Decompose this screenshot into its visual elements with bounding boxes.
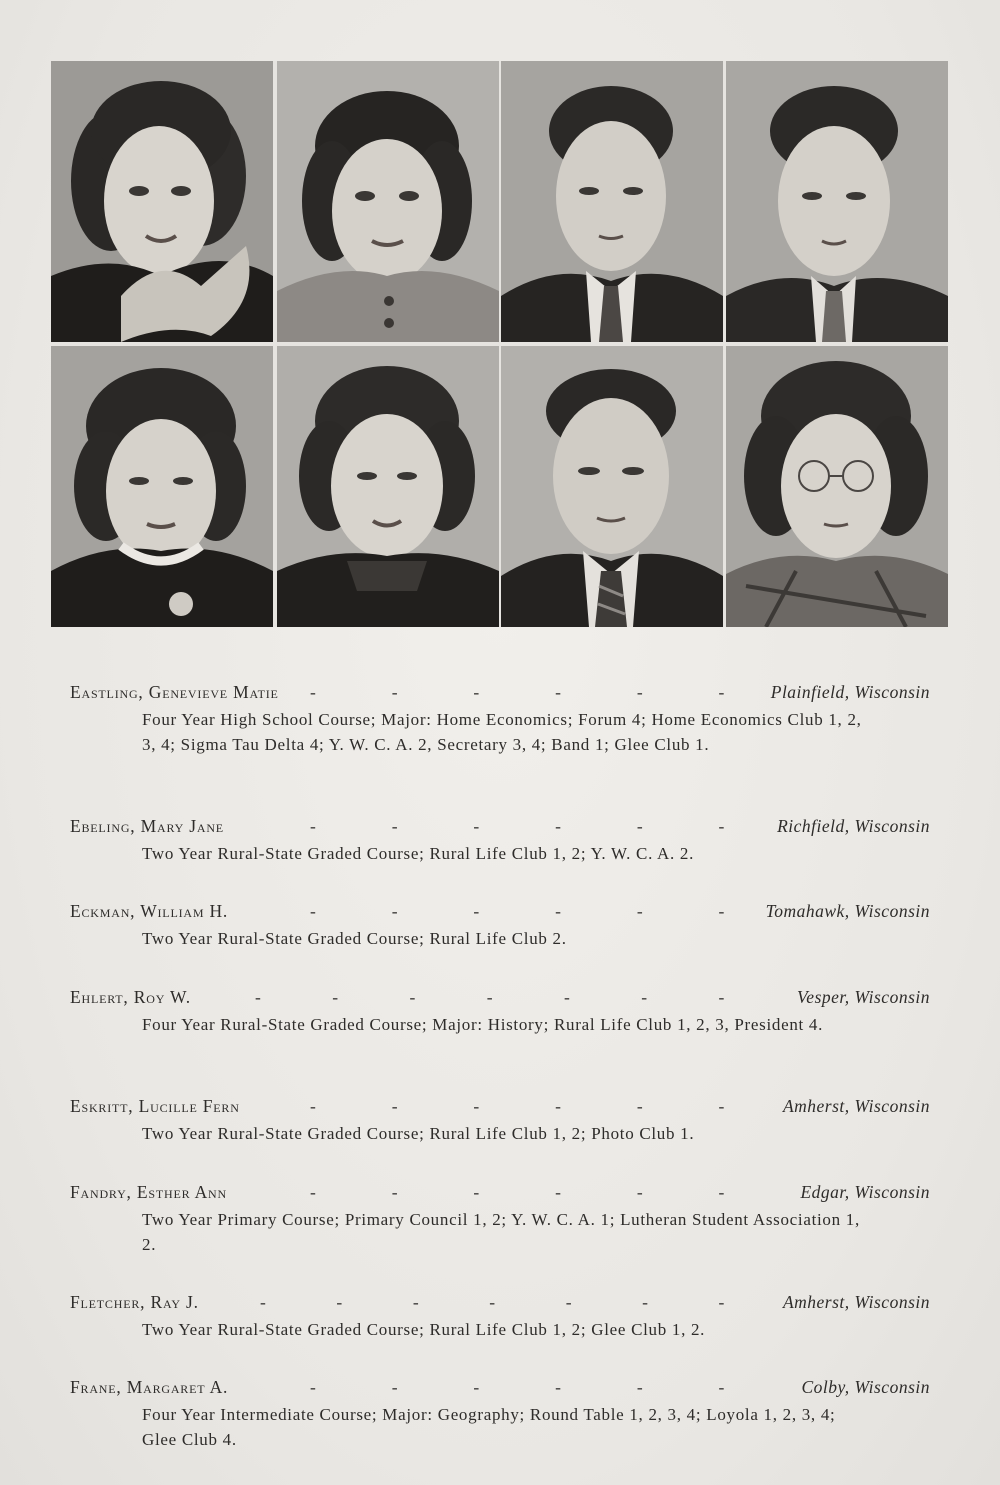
student-hometown: Richfield, Wisconsin <box>777 816 930 836</box>
entry-header <box>70 816 930 842</box>
leader-dashes: - - - - - - - <box>255 987 725 1007</box>
portrait-woman-glasses-icon <box>726 346 948 627</box>
student-activities: Four Year Rural-State Graded Course; Major: History; Rural Life Club 1, 2, 3, President 4. <box>142 1015 824 1034</box>
leader-dashes: - - - - - - <box>310 1377 725 1397</box>
leader-dashes: - - - - - - <box>310 901 725 921</box>
leader-dashes: - - - - - - <box>310 1182 725 1202</box>
portrait-man-tie-icon <box>501 346 723 627</box>
student-hometown: Plainfield, Wisconsin <box>770 682 930 702</box>
student-hometown: Amherst, Wisconsin <box>782 1292 930 1312</box>
leader-dashes: - - - - - - <box>310 816 725 836</box>
student-name: Fandry, Esther Ann <box>70 1182 227 1202</box>
portrait-photo-7 <box>501 346 723 627</box>
portrait-photo-8 <box>726 346 948 627</box>
student-activities: Two Year Rural-State Graded Course; Rural Life Club 1, 2; Photo Club 1. <box>142 1124 695 1143</box>
student-name: Eckman, William H. <box>70 901 229 921</box>
student-hometown: Amherst, Wisconsin <box>782 1096 930 1116</box>
student-name: Frane, Margaret A. <box>70 1377 229 1397</box>
entry-header <box>70 1182 930 1208</box>
portrait-photo-4 <box>726 61 948 342</box>
student-entry <box>70 816 930 867</box>
portrait-man-tie-icon <box>501 61 723 342</box>
student-activities: Two Year Rural-State Graded Course; Rural Life Club 1, 2; Y. W. C. A. 2. <box>142 844 695 863</box>
student-hometown: Colby, Wisconsin <box>801 1377 930 1397</box>
portrait-woman-fringe-icon <box>277 346 499 627</box>
student-name: Eskritt, Lucille Fern <box>70 1096 240 1116</box>
portrait-woman-buttons-icon <box>277 61 499 342</box>
student-name: Fletcher, Ray J. <box>70 1292 199 1312</box>
student-entry <box>70 682 930 757</box>
entry-header <box>70 901 930 927</box>
student-entry <box>70 1292 930 1343</box>
student-hometown: Edgar, Wisconsin <box>800 1182 930 1202</box>
leader-dashes: - - - - - - <box>310 1096 725 1116</box>
portrait-woman-bow-icon <box>51 61 273 342</box>
student-entry <box>70 1377 930 1452</box>
student-entry <box>70 987 930 1038</box>
portrait-photo-1 <box>51 61 273 342</box>
entry-header <box>70 1096 930 1122</box>
portrait-photo-5 <box>51 346 273 627</box>
portrait-man-tie-icon <box>726 61 948 342</box>
portrait-grid <box>51 61 947 627</box>
student-activities: Two Year Rural-State Graded Course; Rural Life Club 2. <box>142 929 567 948</box>
student-entry <box>70 901 930 952</box>
student-activities: Four Year Intermediate Course; Major: Geography; Round Table 1, 2, 3, 4; Loyola 1, 2, 3, 4; Glee Club 4. <box>142 1405 836 1449</box>
portrait-photo-2 <box>277 61 499 342</box>
student-name: Ehlert, Roy W. <box>70 987 191 1007</box>
student-hometown: Tomahawk, Wisconsin <box>765 901 930 921</box>
portrait-woman-brooch-icon <box>51 346 273 627</box>
leader-dashes: - - - - - - <box>310 682 725 702</box>
portrait-photo-3 <box>501 61 723 342</box>
portrait-photo-6 <box>277 346 499 627</box>
student-name: Eastling, Genevieve Matie <box>70 682 279 702</box>
student-hometown: Vesper, Wisconsin <box>797 987 930 1007</box>
student-name: Ebeling, Mary Jane <box>70 816 224 836</box>
entry-header <box>70 987 930 1013</box>
entry-header <box>70 1292 930 1318</box>
entry-header <box>70 682 930 708</box>
student-activities: Four Year High School Course; Major: Home Economics; Forum 4; Home Economics Club 1, 2, 3, 4; Sigma Tau Delta 4; Y. W. C. A. 2, Secretary 3, 4; Band 1; Glee Club 1. <box>142 710 862 754</box>
leader-dashes: - - - - - - - <box>260 1292 725 1312</box>
student-entry <box>70 1182 930 1257</box>
student-activities: Two Year Primary Course; Primary Council 1, 2; Y. W. C. A. 1; Lutheran Student Association 1, 2. <box>142 1210 860 1254</box>
student-entry <box>70 1096 930 1147</box>
student-activities: Two Year Rural-State Graded Course; Rural Life Club 1, 2; Glee Club 1, 2. <box>142 1320 706 1339</box>
entry-header <box>70 1377 930 1403</box>
